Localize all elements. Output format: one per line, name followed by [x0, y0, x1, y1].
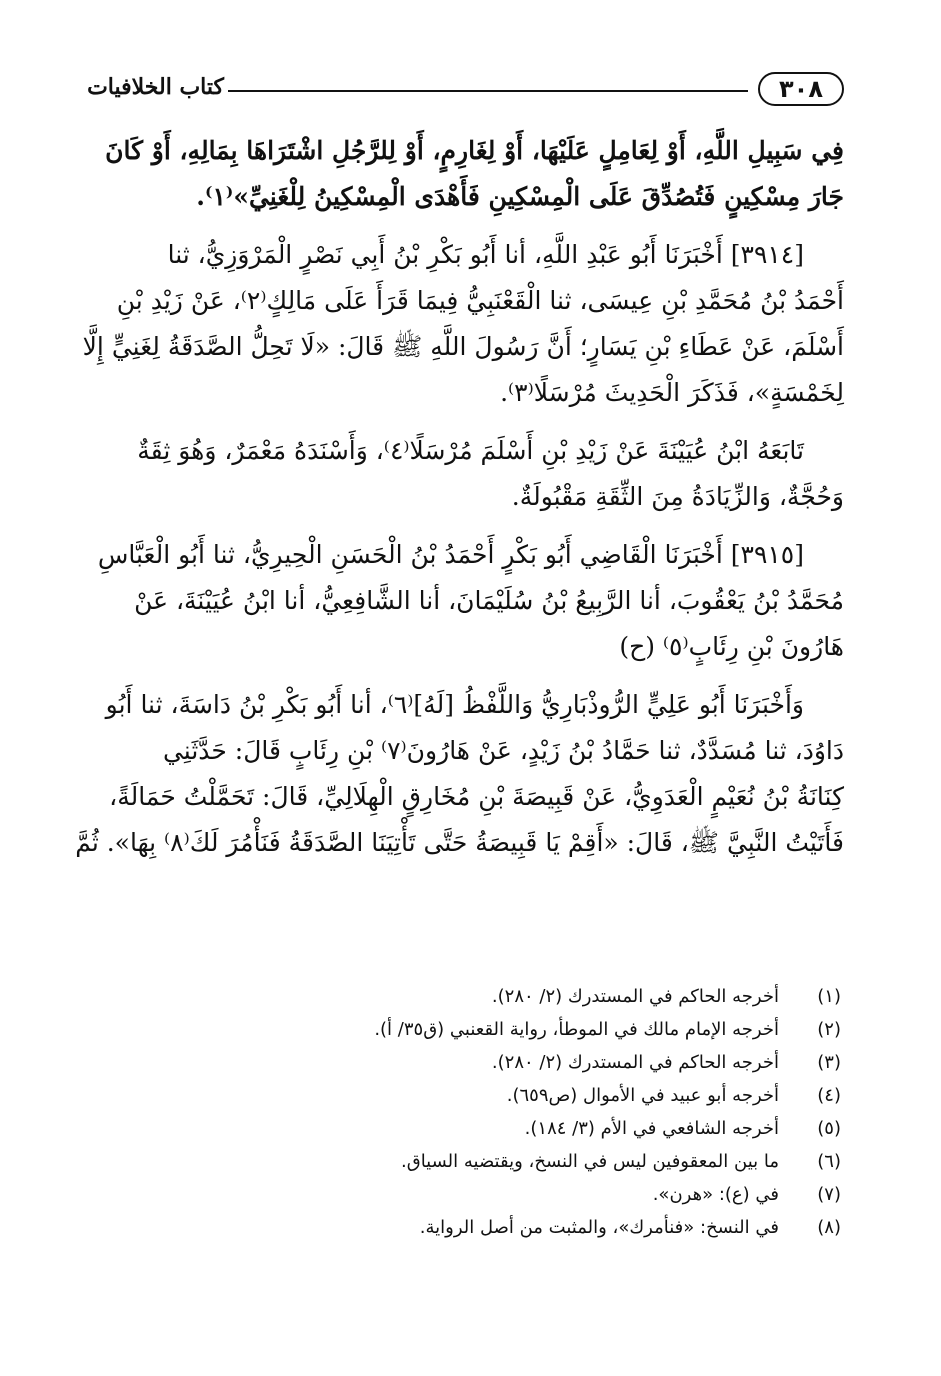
- footnote-number: (٨): [817, 1217, 841, 1238]
- paragraph-mutaba: [100, 428, 844, 520]
- footnote-text: في (ع): «هرن».: [652, 1184, 779, 1205]
- text-line: فِي سَبِيلِ اللَّهِ، أَوْ لِعَامِلٍ عَلَيْهَا، أَوْ لِغَارِمٍ، أَوْ لِلرَّجُلِ اشْتَرَاهَا بِمَالِهِ، أَوْ كَانَ: [105, 136, 844, 165]
- footnote: [97, 1145, 841, 1178]
- paragraph-second-chain: [75, 682, 844, 866]
- paragraph-hadith-end: [100, 128, 844, 220]
- footnote-text: ما بين المعقوفين ليس في النسخ، ويقتضيه السياق.: [401, 1151, 779, 1172]
- footnote-number: (٤): [817, 1085, 841, 1106]
- footnote-text: أخرجه الحاكم في المستدرك (٢/ ٢٨٠).: [491, 986, 779, 1007]
- footnote-text: في النسخ: «فنأمرك»، والمثبت من أصل الرواية.: [419, 1217, 779, 1238]
- footnote-number: (٦): [817, 1151, 841, 1172]
- footnote: [97, 1112, 841, 1145]
- text-line: وَأَخْبَرَنَا أَبُو عَلِيٍّ الرُّوذْبَارِيُّ وَاللَّفْظُ [لَهُ]⁽٦⁾، أنا أَبُو بَكْرِ بْنُ دَاسَةَ، ثنا أَبُو: [105, 690, 804, 719]
- text-line: وَحُجَّةٌ، وَالزِّيَادَةُ مِنَ الثِّقَةِ مَقْبُولَةٌ.: [511, 482, 844, 511]
- book-title: كتاب الخلافيات: [87, 74, 224, 100]
- text-line: تَابَعَهُ ابْنُ عُيَيْنَةَ عَنْ زَيْدِ بْنِ أَسْلَمَ مُرْسَلًا⁽٤⁾، وَأَسْنَدَهُ مَعْمَرٌ، وَهُوَ ثِقَةٌ: [137, 436, 804, 465]
- footnote: [97, 1079, 841, 1112]
- text-line: كِنَانَةُ بْنُ نُعَيْمٍ الْعَدَوِيُّ، عَنْ قَبِيصَةَ بْنِ مُخَارِقٍ الْهِلَالِيِّ، قَالَ: تَحَمَّلْتُ حَمَالَةً،: [109, 782, 844, 811]
- text-line: فَأَتَيْتُ النَّبِيَّ ﷺ، قَالَ: «أَقِمْ يَا قَبِيصَةُ حَتَّى تَأْتِيَنَا الصَّدَقَةُ فَنَأْمُرَ لَكَ⁽٨⁾ بِهَا». ثُمَّ: [75, 828, 844, 857]
- paragraph-3914: [82, 232, 844, 416]
- footnote-text: أخرجه الإمام مالك في الموطأ، رواية القعنبي (ق٣٥/ أ).: [374, 1019, 779, 1040]
- text-line: جَارَ مِسْكِينٍ فَتُصُدِّقَ عَلَى الْمِسْكِينِ فَأَهْدَى الْمِسْكِينُ لِلْغَنِيِّ»⁽١⁾.: [196, 182, 844, 211]
- text-line: لِخَمْسَةٍ»، فَذَكَرَ الْحَدِيثَ مُرْسَلًا⁽٣⁾.: [500, 378, 844, 407]
- text-line: مُحَمَّدُ بْنُ يَعْقُوبَ، أنا الرَّبِيعُ بْنُ سُلَيْمَانَ، أنا الشَّافِعِيُّ، أنا ابْنُ عُيَيْنَةَ، عَنْ: [134, 586, 844, 615]
- footnote-text: أخرجه الشافعي في الأم (٣/ ١٨٤).: [524, 1118, 779, 1139]
- footnote-number: (٥): [817, 1118, 841, 1139]
- main-text: [75, 128, 844, 866]
- footnote-text: أخرجه الحاكم في المستدرك (٢/ ٢٨٠).: [491, 1052, 779, 1073]
- footnote: [97, 1211, 841, 1244]
- footnote-number: (٣): [817, 1052, 841, 1073]
- header-rule: [228, 90, 748, 92]
- footnote: [97, 1013, 841, 1046]
- footnote-number: (٢): [817, 1019, 841, 1040]
- paragraph-3915: [97, 532, 844, 670]
- footnotes: [97, 980, 841, 1244]
- text-line: دَاوُدَ، ثنا مُسَدَّدٌ، ثنا حَمَّادُ بْنُ زَيْدٍ، عَنْ هَارُونَ⁽٧⁾ بْنِ رِئَابٍ قَالَ: حَدَّثَنِي: [162, 736, 844, 765]
- text-line: [٣٩١٥] أَخْبَرَنَا الْقَاضِي أَبُو بَكْرٍ أَحْمَدُ بْنُ الْحَسَنِ الْحِيرِيُّ، ثنا أَبُو الْعَبَّاسِ: [97, 540, 804, 569]
- page-header: [87, 66, 844, 116]
- footnote: [97, 1178, 841, 1211]
- footnote: [97, 980, 841, 1013]
- footnote-number: (١): [817, 986, 841, 1007]
- text-line: [٣٩١٤] أَخْبَرَنَا أَبُو عَبْدِ اللَّهِ، أنا أَبُو بَكْرِ بْنُ أَبِي نَصْرٍ الْمَرْوَزِيُّ، ثنا: [167, 240, 804, 269]
- footnote: [97, 1046, 841, 1079]
- page-number: ٣٠٨: [758, 72, 844, 106]
- text-line: أَحْمَدُ بْنُ مُحَمَّدِ بْنِ عِيسَى، ثنا الْقَعْنَبِيُّ فِيمَا قَرَأَ عَلَى مَالِكٍ⁽٢⁾، عَنْ زَيْدِ بْنِ: [116, 286, 844, 315]
- footnote-text: أخرجه أبو عبيد في الأموال (ص٦٥٩).: [506, 1085, 779, 1106]
- footnote-number: (٧): [817, 1184, 841, 1205]
- text-line: هَارُونَ بْنِ رِئَابٍ⁽٥⁾ (ح): [619, 632, 844, 661]
- text-line: أَسْلَمَ، عَنْ عَطَاءِ بْنِ يَسَارٍ؛ أَنَّ رَسُولَ اللَّهِ ﷺ قَالَ: «لَا تَحِلُّ الصَّدَقَةُ لِغَنِيٍّ إِلَّا: [82, 332, 844, 361]
